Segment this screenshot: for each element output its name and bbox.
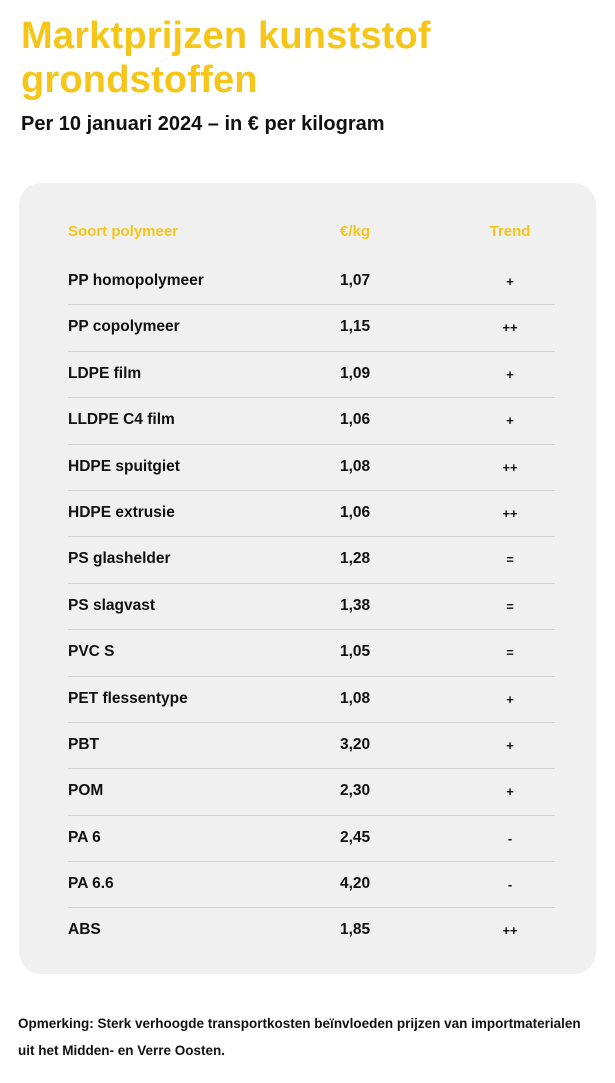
table-row (68, 908, 555, 953)
table-row (68, 491, 555, 537)
polymer-price: 1,85 (340, 921, 371, 939)
table-row (68, 537, 555, 583)
polymer-name: PP copolymeer (68, 318, 180, 336)
polymer-price: 1,15 (340, 318, 371, 336)
polymer-trend: + (506, 737, 514, 753)
table-row (68, 816, 555, 862)
polymer-trend: ++ (502, 923, 518, 939)
polymer-price: 1,09 (340, 364, 371, 382)
polymer-trend: = (506, 645, 514, 661)
polymer-name: HDPE spuitgiet (68, 457, 180, 475)
polymer-trend: - (507, 830, 513, 846)
polymer-name: POM (68, 782, 104, 800)
polymer-name: ABS (68, 921, 101, 939)
column-header-trend: Trend (489, 223, 531, 240)
polymer-price: 3,20 (340, 735, 371, 753)
table-row (68, 862, 555, 908)
table-header (68, 223, 548, 243)
page-title: Marktprijzen kunststof grondstoffen (21, 15, 431, 101)
polymer-price: 1,08 (340, 689, 371, 707)
page-subtitle: Per 10 januari 2024 – in € per kilogram (21, 113, 385, 135)
polymer-name: LDPE film (68, 364, 142, 382)
polymer-price: 1,08 (340, 457, 371, 475)
polymer-trend: + (506, 413, 514, 429)
table-row (68, 630, 555, 676)
table-row (68, 305, 555, 351)
price-table-card (19, 183, 596, 974)
table-row (68, 584, 555, 630)
polymer-price: 1,28 (340, 550, 371, 568)
polymer-trend: ++ (502, 320, 518, 336)
table-row (68, 259, 555, 305)
polymer-price: 1,06 (340, 503, 371, 521)
polymer-trend: = (506, 552, 514, 568)
table-row (68, 398, 555, 444)
polymer-trend: + (506, 784, 514, 800)
table-body (68, 259, 555, 954)
polymer-name: PVC S (68, 643, 115, 661)
polymer-price: 4,20 (340, 875, 371, 893)
polymer-name: PA 6.6 (68, 875, 114, 893)
polymer-price: 2,45 (340, 828, 371, 846)
polymer-name: PBT (68, 735, 99, 753)
table-row (68, 677, 555, 723)
footnote: Opmerking: Sterk verhoogde transportkosten beïnvloeden prijzen van importmaterialen uit het Midden- en Verre Oosten. (18, 1016, 581, 1058)
polymer-price: 1,07 (340, 272, 371, 289)
polymer-name: HDPE extrusie (68, 503, 175, 521)
column-header-price: €/kg (340, 223, 371, 240)
polymer-price: 1,38 (340, 596, 371, 614)
polymer-trend: = (506, 598, 514, 614)
polymer-name: PP homopolymeer (68, 272, 204, 289)
table-row (68, 723, 555, 769)
polymer-name: PET flessentype (68, 689, 188, 707)
polymer-trend: ++ (502, 459, 518, 475)
polymer-trend: ++ (502, 505, 518, 521)
polymer-trend: + (506, 366, 514, 382)
polymer-trend: + (506, 274, 514, 289)
polymer-name: LLDPE C4 film (68, 411, 175, 429)
table-row (68, 769, 555, 815)
polymer-name: PA 6 (68, 828, 101, 846)
column-header-polymer: Soort polymeer (68, 223, 179, 240)
polymer-price: 1,06 (340, 411, 371, 429)
polymer-trend: - (507, 877, 513, 893)
polymer-price: 2,30 (340, 782, 371, 800)
polymer-trend: + (506, 691, 514, 707)
polymer-name: PS glashelder (68, 550, 171, 568)
polymer-name: PS slagvast (68, 596, 156, 614)
table-row (68, 352, 555, 398)
polymer-price: 1,05 (340, 643, 371, 661)
table-row (68, 445, 555, 491)
